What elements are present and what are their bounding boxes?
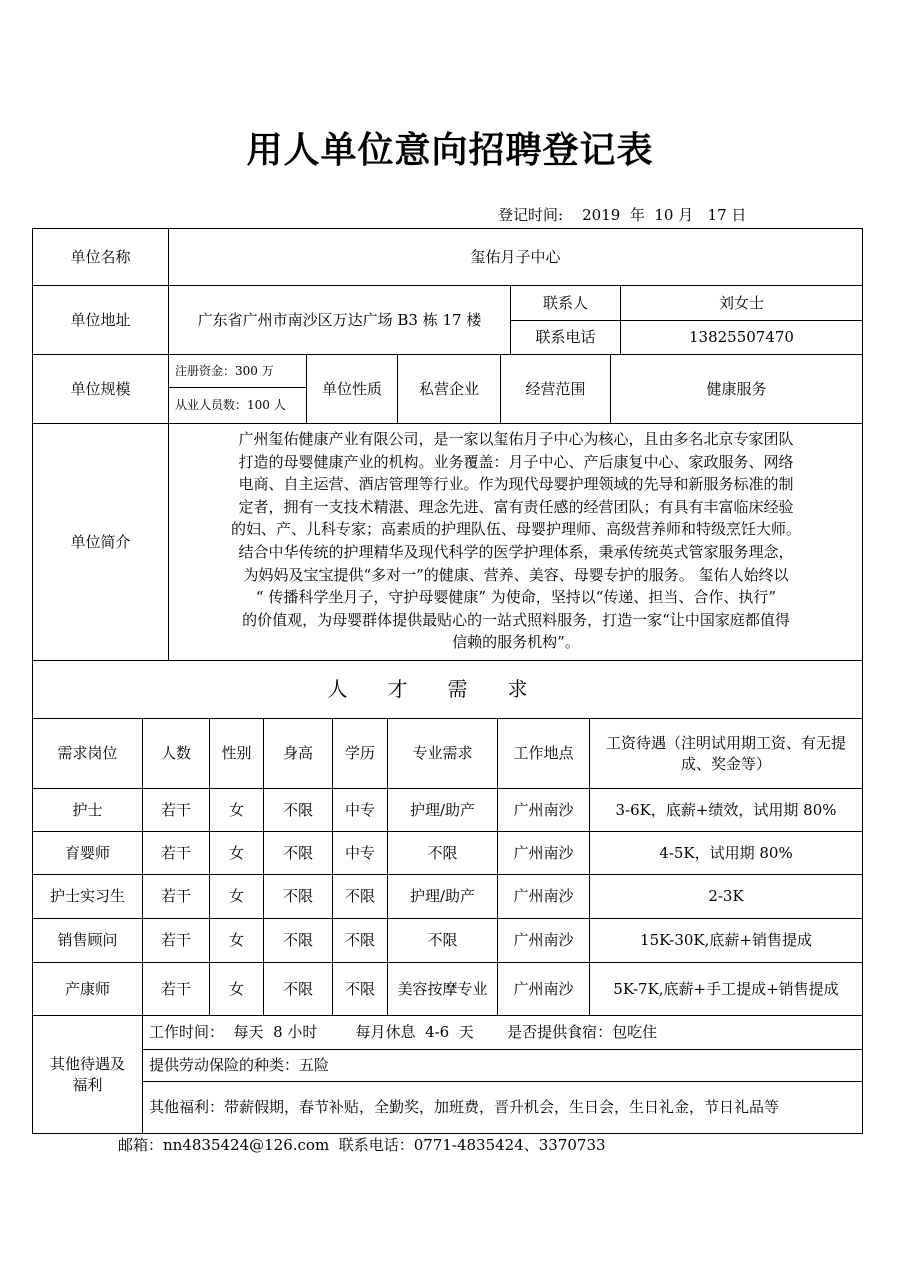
header-count: 人数 <box>160 744 191 762</box>
job-height: 不限 <box>282 887 313 905</box>
job-education: 中专 <box>344 800 375 819</box>
job-location: 广州南沙 <box>513 931 574 949</box>
job-height: 不限 <box>282 931 313 949</box>
job-position: 产康师 <box>64 979 110 998</box>
unit-scale-label: 单位规模 <box>70 379 131 398</box>
job-count: 若干 <box>160 887 191 905</box>
job-gender: 女 <box>228 931 244 949</box>
job-height: 不限 <box>282 843 313 862</box>
intro-line: 电商、自主运营、酒店管理等行业。作为现代母婴护理领域的先导和新服务标准的制 <box>238 475 794 494</box>
intro-line: 的妇、产、儿科专家；高素质的护理队伍、母婴护理师、高级营养师和特级烹饪大师。 <box>230 520 801 539</box>
work-time: 工作时间： 每天 8 小时 每月休息 4-6 天 是否提供食宿：包吃住 <box>149 1023 658 1041</box>
business-scope-value: 健康服务 <box>706 379 767 398</box>
other-benefits: 其他福利：带薪假期，春节补贴，全勤奖，加班费，晋升机会，生日会，生日礼金，节日礼品等 <box>149 1098 780 1116</box>
unit-nature-label: 单位性质 <box>321 379 382 398</box>
contact-label: 联系人 <box>542 293 588 312</box>
job-height: 不限 <box>282 800 313 819</box>
employee-count: 从业人员数：100 人 <box>175 398 286 412</box>
job-salary: 5K-7K,底薪+手工提成+销售提成 <box>613 979 839 998</box>
job-major: 护理/助产 <box>409 887 476 905</box>
registered-capital: 注册资金：300 万 <box>175 363 274 378</box>
phone-value: 13825507470 <box>689 328 794 346</box>
benefits-label: 其他待遇及福利 <box>49 1054 125 1094</box>
header-major: 专业需求 <box>412 744 473 762</box>
header-location: 工作地点 <box>513 744 574 762</box>
intro-line: 的价值观，为母婴群体提供最贴心的一站式照料服务，打造一家“让中国家庭都值得 <box>242 610 790 629</box>
unit-nature-value: 私营企业 <box>418 379 479 398</box>
job-gender: 女 <box>228 887 244 905</box>
job-count: 若干 <box>160 843 191 862</box>
job-education: 不限 <box>344 887 375 905</box>
job-position: 销售顾问 <box>57 931 118 949</box>
intro-line: 定者，拥有一支技术精湛、理念先进、富有责任感的经营团队；有具有丰富临床经验 <box>238 497 794 516</box>
job-salary: 15K-30K,底薪+销售提成 <box>640 931 812 949</box>
header-position: 需求岗位 <box>57 744 118 762</box>
contact-value: 刘女士 <box>718 293 764 312</box>
job-location: 广州南沙 <box>513 800 574 819</box>
register-date: 登记时间: 2019 年 10 月 17 日 <box>498 206 747 224</box>
job-gender: 女 <box>228 843 244 862</box>
job-education: 不限 <box>344 979 375 998</box>
job-salary: 2-3K <box>708 887 744 905</box>
job-location: 广州南沙 <box>513 979 574 998</box>
job-education: 中专 <box>344 843 375 862</box>
job-count: 若干 <box>160 931 191 949</box>
unit-name-label: 单位名称 <box>70 247 131 266</box>
job-major: 不限 <box>427 843 458 862</box>
job-position: 护士实习生 <box>49 887 125 905</box>
job-height: 不限 <box>282 979 313 998</box>
intro-line: 打造的母婴健康产业的机构。业务覆盖：月子中心、产后康复中心、家政服务、网络 <box>238 452 794 471</box>
job-count: 若干 <box>160 800 191 819</box>
business-scope-label: 经营范围 <box>525 379 586 398</box>
talent-demand-heading: 人才需求 <box>327 677 568 701</box>
job-major: 不限 <box>427 931 458 949</box>
job-major: 护理/助产 <box>409 800 476 819</box>
job-location: 广州南沙 <box>513 887 574 905</box>
intro-line: 为妈妈及宝宝提供“多对一”的健康、营养、美容、母婴专护的服务。 玺佑人始终以 <box>243 565 789 584</box>
header-education: 学历 <box>344 744 375 762</box>
job-gender: 女 <box>228 800 244 819</box>
job-salary: 3-6K，底薪+绩效，试用期 80% <box>615 800 837 819</box>
page-title: 用人单位意向招聘登记表 <box>246 130 654 171</box>
intro-line: 信赖的服务机构”。 <box>452 633 580 652</box>
footer-contact: 邮箱：nn4835424@126.com 联系电话：0771-4835424、3370733 <box>118 1136 606 1154</box>
intro-line: 广州玺佑健康产业有限公司，是一家以玺佑月子中心为核心，且由多名北京专家团队 <box>238 430 794 448</box>
job-count: 若干 <box>160 979 191 998</box>
unit-address-value: 广东省广州市南沙区万达广场 B3 栋 17 楼 <box>197 310 482 329</box>
unit-address-label: 单位地址 <box>70 310 131 329</box>
unit-intro-text <box>176 428 856 654</box>
intro-line: “ 传播科学坐月子，守护母婴健康” 为使命，坚持以“传递、担当、合作、执行” <box>255 588 777 607</box>
job-position: 育婴师 <box>64 843 110 862</box>
header-gender: 性别 <box>221 744 252 762</box>
job-location: 广州南沙 <box>513 843 574 862</box>
job-position: 护士 <box>72 800 103 819</box>
job-gender: 女 <box>228 979 244 998</box>
unit-name-value: 玺佑月子中心 <box>470 247 561 266</box>
job-salary: 4-5K，试用期 80% <box>659 843 793 862</box>
intro-line: 结合中华传统的护理精华及现代科学的医学护理体系，秉承传统英式管家服务理念， <box>238 542 794 561</box>
job-major: 美容按摩专业 <box>397 979 488 998</box>
header-salary: 工资待遇（注明试用期工资、有无提成、奖金等） <box>605 733 846 773</box>
job-education: 不限 <box>344 931 375 949</box>
phone-label: 联系电话 <box>535 328 596 346</box>
unit-intro-label: 单位简介 <box>70 532 131 551</box>
header-height: 身高 <box>282 744 313 762</box>
insurance-types: 提供劳动保险的种类：五险 <box>149 1056 330 1074</box>
